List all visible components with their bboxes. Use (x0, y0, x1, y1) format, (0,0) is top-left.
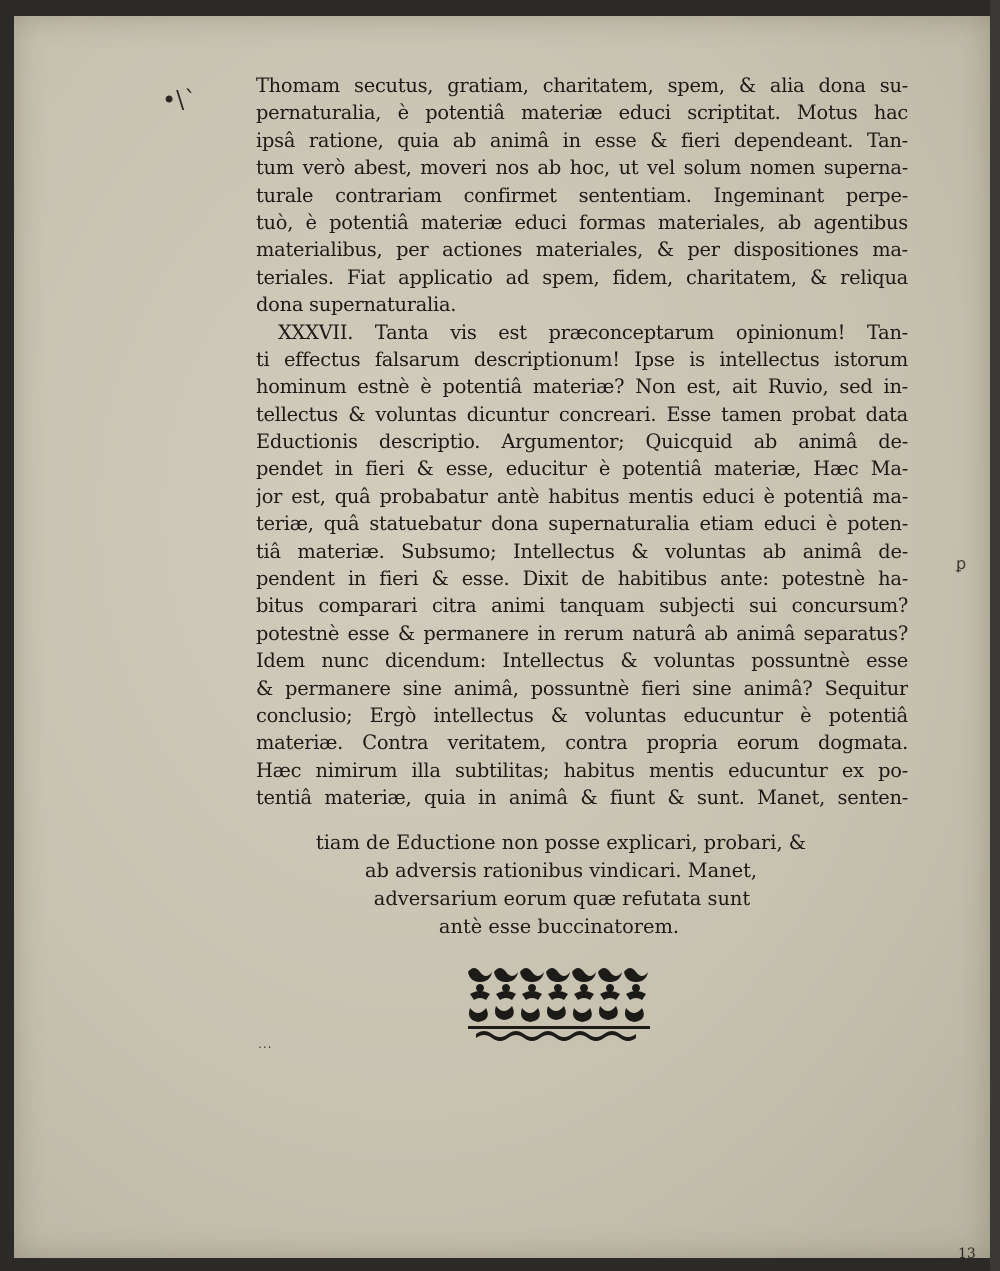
bottom-dots: ... (258, 1037, 273, 1051)
tail-line: ab adversis rationibus vindicari. Manet, (364, 859, 758, 882)
margin-mark-left: •\ˋ (162, 86, 197, 114)
section-line: pendent in fieri & esse. Dixit de habitibus ante: potestnè ha- (256, 567, 908, 591)
body-line: tuò, è potentiâ materiæ educi formas materiales, ab agentibus (256, 210, 908, 234)
section-line: conclusio; Ergò intellectus & voluntas educuntur è potentiâ (256, 703, 908, 727)
margin-mark-right: ꝑ (956, 554, 967, 573)
section-line: materiæ. Contra veritatem, contra propria eorum dogmata. (256, 731, 908, 755)
tail-line: adversarium eorum quæ refutata sunt (373, 887, 751, 910)
section-line: jor est, quâ probabatur antè habitus mentis educi è potentiâ ma- (256, 484, 908, 508)
section-line: tellectus & voluntas dicuntur concreari. Esse tamen probat data (256, 402, 908, 426)
section-heading-line: XXXVII. Tanta vis est præconceptarum opinionum! Tan- (278, 320, 908, 344)
body-line-last: dona supernaturalia. (256, 293, 457, 317)
page-edge (990, 0, 1000, 1271)
section-line: bitus comparari citra animi tanquam subjecti sui concursum? (256, 594, 908, 618)
body-line: tum verò abest, moveri nos ab hoc, ut vel solum nomen superna- (256, 156, 908, 180)
body-line: materialibus, per actiones materiales, & per dispositiones ma- (256, 238, 908, 262)
body-line: Thomam secutus, gratiam, charitatem, spem, & alia dona su- (256, 74, 908, 97)
body-line: teriales. Fiat applicatio ad spem, fidem, charitatem, & reliqua (256, 265, 908, 289)
section-line: Idem nunc dicendum: Intellectus & voluntas possuntnè esse (256, 649, 908, 673)
body-line: pernaturalia, è potentiâ materiæ educi scriptitat. Motus hac (256, 101, 908, 125)
body-line: turale contrariam confirmet sententiam. Ingeminant perpe- (256, 183, 908, 207)
body-line: ipsâ ratione, quia ab animâ in esse & fieri dependeant. Tan- (256, 128, 908, 152)
tail-line: antè esse buccinatorem. (438, 915, 680, 938)
section-line: pendet in fieri & esse, educitur è potentiâ materiæ, Hæc Ma- (256, 457, 908, 481)
section-line: tentiâ materiæ, quia in animâ & fiunt & sunt. Manet, senten- (256, 786, 908, 810)
section-line: tiâ materiæ. Subsumo; Intellectus & voluntas ab animâ de- (256, 539, 908, 563)
section-line: Hæc nimirum illa subtilitas; habitus mentis educuntur ex po- (256, 758, 908, 782)
section-line: & permanere sine animâ, possuntnè fieri sine animâ? Sequitur (256, 676, 908, 700)
section-line: potestnè esse & permanere in rerum naturâ ab animâ separatus? (256, 621, 908, 645)
tail-line: tiam de Eductione non posse explicari, probari, & (315, 831, 807, 854)
section-line: hominum estnè è potentiâ materiæ? Non est, ait Ruvio, sed in- (256, 375, 908, 399)
section-line: teriæ, quâ statuebatur dona supernaturalia etiam educi è poten- (256, 512, 908, 536)
section-line: Eductionis descriptio. Argumentor; Quicquid ab animâ de- (256, 430, 908, 454)
printers-ornament-icon (466, 962, 654, 1042)
section-line: ti effectus falsarum descriptionum! Ipse is intellectus istorum (256, 347, 908, 371)
text-block (256, 72, 908, 812)
edge-mark: 13 (958, 1246, 976, 1262)
